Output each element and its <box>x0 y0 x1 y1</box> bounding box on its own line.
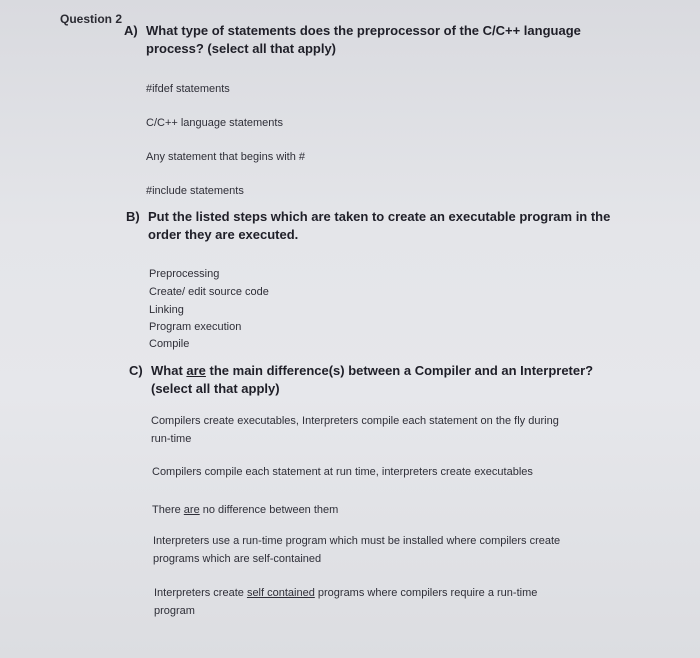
part-c-option-3-post: no difference between them <box>199 504 339 516</box>
part-c-option-3-pre: There <box>152 504 184 516</box>
part-c-line2: (select all that apply) <box>151 381 280 396</box>
part-a-letter: A) <box>124 23 138 38</box>
part-c-line1-pre: What <box>151 363 187 378</box>
part-c-option-1[interactable] <box>151 412 559 448</box>
part-b-step-1[interactable]: Preprocessing <box>149 268 220 280</box>
part-c-option-4[interactable] <box>153 532 560 568</box>
part-c-option-3[interactable] <box>152 501 338 519</box>
part-c-option-5-pre: Interpreters create <box>154 587 247 599</box>
part-c-option-3-underlined: are <box>183 504 200 516</box>
part-a-question <box>124 22 581 58</box>
part-c-line1-underlined: are <box>186 363 206 378</box>
part-b-line2: order they are executed. <box>148 227 299 242</box>
part-a-option-2[interactable]: C/C++ language statements <box>146 117 283 129</box>
part-c-question <box>129 362 593 398</box>
part-b-step-2[interactable]: Create/ edit source code <box>149 286 269 298</box>
part-c-option-1-line2: run-time <box>151 433 192 445</box>
part-c-option-4-line1: Interpreters use a run-time program which must be installed where compilers create <box>153 535 561 547</box>
part-c-option-5-underlined: self contained <box>246 587 315 599</box>
part-c-option-5[interactable] <box>154 584 537 620</box>
part-b-question <box>126 208 610 244</box>
part-c-letter: C) <box>129 363 143 378</box>
part-b-letter: B) <box>126 209 140 224</box>
part-b-step-4[interactable]: Program execution <box>149 321 242 333</box>
part-a-line1: What type of statements does the preprocessor of the C/C++ language <box>146 23 581 38</box>
part-a-option-3[interactable]: Any statement that begins with # <box>146 151 305 163</box>
part-c-option-4-line2: programs which are self-contained <box>153 553 322 565</box>
part-a-option-1[interactable]: #ifdef statements <box>146 83 230 95</box>
part-c-option-5-post: programs where compilers require a run-time <box>314 587 538 599</box>
part-b-step-5[interactable]: Compile <box>149 338 190 350</box>
part-b-step-3[interactable]: Linking <box>149 304 184 316</box>
part-a-option-4[interactable]: #include statements <box>146 185 244 197</box>
part-c-option-5-line2: program <box>154 605 195 617</box>
question-title: Question 2 <box>60 12 123 26</box>
part-b-line1: Put the listed steps which are taken to create an executable program in the <box>148 209 611 224</box>
part-c-line1-post: the main difference(s) between a Compiler and an Interpreter? <box>205 363 594 378</box>
part-c-option-2[interactable]: Compilers compile each statement at run time, interpreters create executables <box>152 466 533 478</box>
part-a-line2: process? (select all that apply) <box>146 41 337 56</box>
part-c-option-1-line1: Compilers create executables, Interpreters compile each statement on the fly during <box>151 415 559 427</box>
